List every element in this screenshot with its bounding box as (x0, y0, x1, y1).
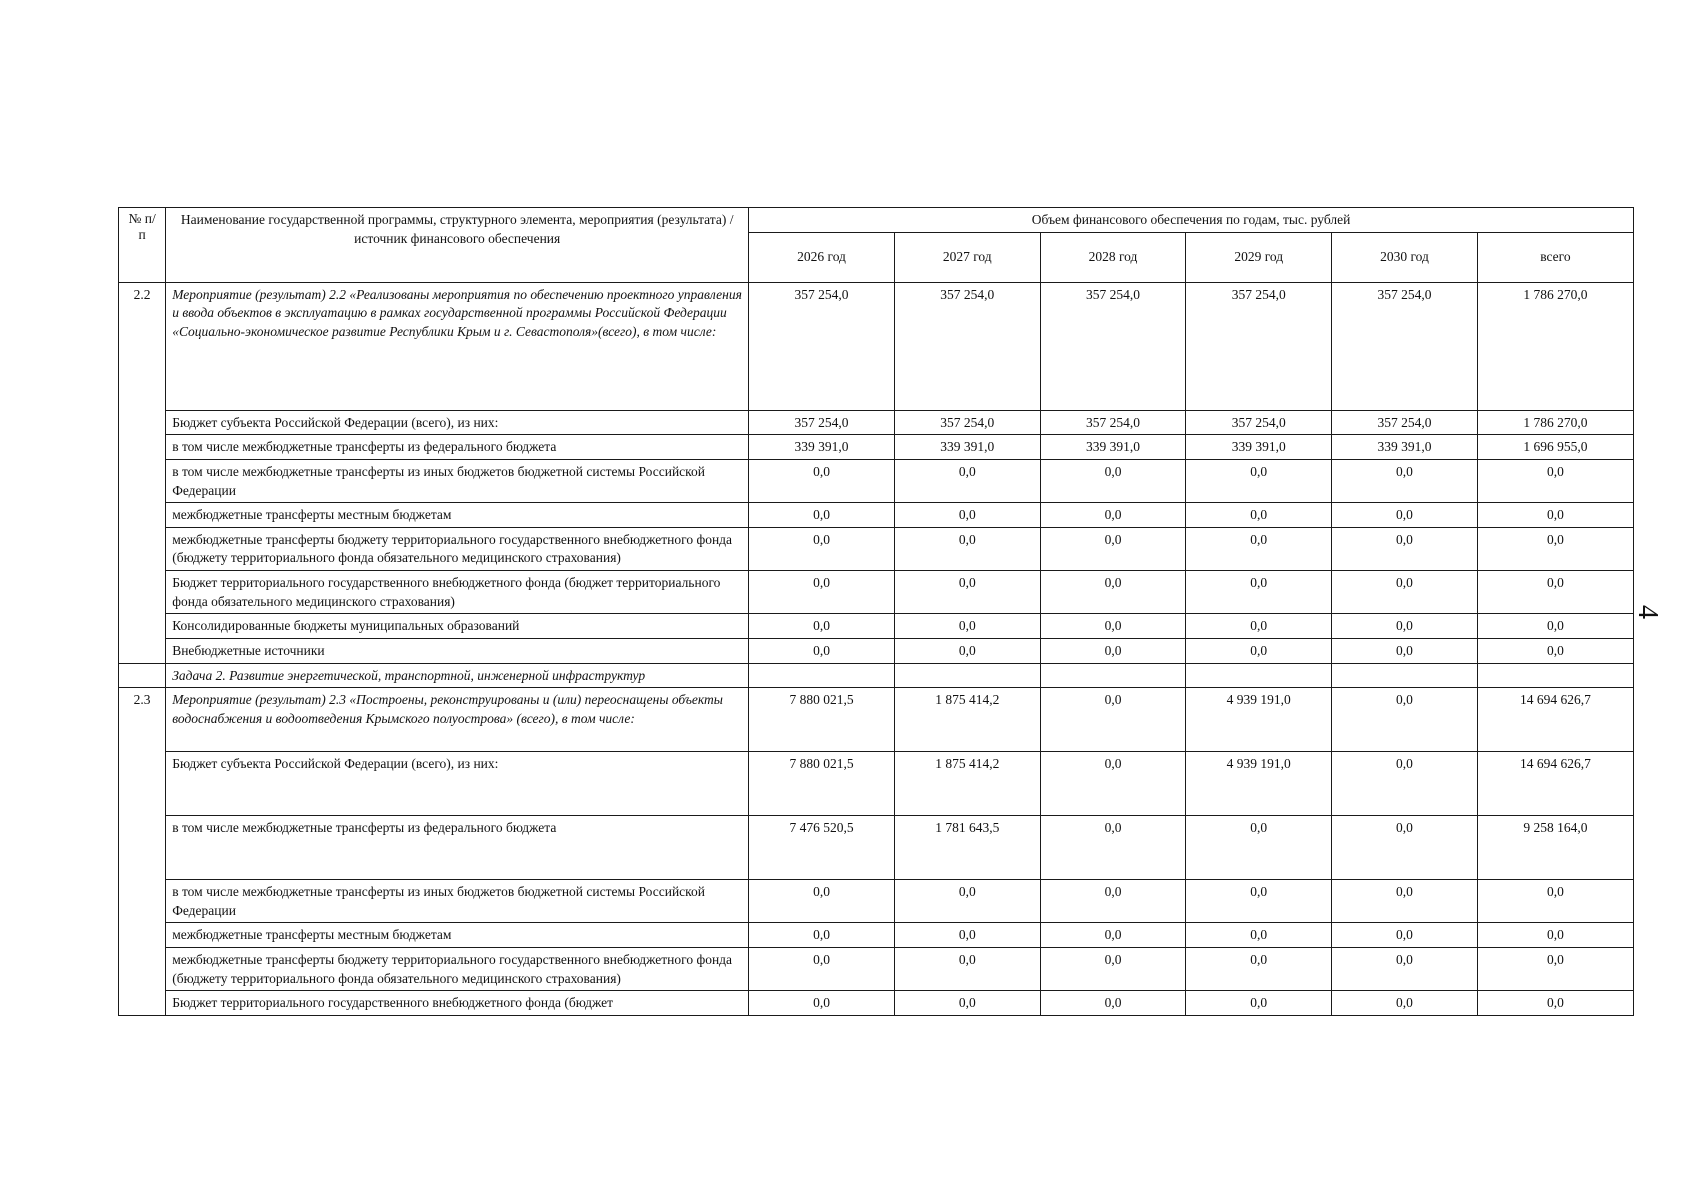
header-year-2027: 2027 год (894, 232, 1040, 282)
value-cell: 357 254,0 (749, 410, 895, 435)
value-cell: 0,0 (1186, 571, 1332, 614)
value-cell: 0,0 (1040, 688, 1186, 752)
value-cell: 0,0 (894, 527, 1040, 570)
value-cell: 0,0 (894, 948, 1040, 991)
value-cell: 0,0 (1332, 948, 1478, 991)
value-cell: 0,0 (1477, 503, 1633, 528)
row-name: Мероприятие (результат) 2.2 «Реализованы мероприятия по обеспечению проектного управления и ввода объектов в эксплуатацию в рамках государственной программы Российской Федерации «Социально-экономическое развитие Республики Крым и г. Севастополя»(всего), в том числе: (166, 282, 749, 410)
row-name: межбюджетные трансферты бюджету территориального государственного внебюджетного фонда (бюджету территориального фонда обязательного медицинского страхования) (166, 948, 749, 991)
value-cell: 0,0 (1040, 571, 1186, 614)
value-cell: 339 391,0 (1040, 435, 1186, 460)
value-cell: 0,0 (1040, 816, 1186, 880)
row-name: в том числе межбюджетные трансферты из иных бюджетов бюджетной системы Российской Федерации (166, 459, 749, 502)
value-cell: 1 875 414,2 (894, 752, 1040, 816)
row-number: 2.3 (119, 688, 166, 1016)
value-cell: 0,0 (1040, 991, 1186, 1016)
value-cell: 0,0 (749, 459, 895, 502)
value-cell: 0,0 (894, 571, 1040, 614)
value-cell: 0,0 (749, 638, 895, 663)
value-cell: 0,0 (1186, 880, 1332, 923)
value-cell: 0,0 (749, 880, 895, 923)
value-cell: 4 939 191,0 (1186, 752, 1332, 816)
value-cell: 14 694 626,7 (1477, 752, 1633, 816)
empty-cell (894, 663, 1040, 688)
value-cell: 0,0 (1186, 503, 1332, 528)
page-number: 4 (1632, 605, 1663, 619)
table-row (119, 816, 1634, 880)
value-cell: 339 391,0 (1332, 435, 1478, 460)
header-row (119, 208, 1634, 233)
value-cell: 7 476 520,5 (749, 816, 895, 880)
value-cell: 0,0 (894, 614, 1040, 639)
table-row (119, 638, 1634, 663)
value-cell: 0,0 (1186, 991, 1332, 1016)
task-row (119, 663, 1634, 688)
table-row (119, 435, 1634, 460)
value-cell: 0,0 (1332, 816, 1478, 880)
value-cell: 7 880 021,5 (749, 688, 895, 752)
value-cell: 0,0 (894, 923, 1040, 948)
value-cell: 0,0 (1186, 923, 1332, 948)
value-cell: 0,0 (1332, 614, 1478, 639)
row-name: Бюджет территориального государственного внебюджетного фонда (бюджет (166, 991, 749, 1016)
value-cell: 0,0 (1477, 571, 1633, 614)
value-cell: 0,0 (894, 459, 1040, 502)
row-name: Консолидированные бюджеты муниципальных образований (166, 614, 749, 639)
row-name: в том числе межбюджетные трансферты из иных бюджетов бюджетной системы Российской Федерации (166, 880, 749, 923)
value-cell: 0,0 (1477, 614, 1633, 639)
row-name: Мероприятие (результат) 2.3 «Построены, реконструированы и (или) переоснащены объекты водоснабжения и водоотведения Крымского полуострова» (всего), в том числе: (166, 688, 749, 752)
value-cell: 0,0 (1332, 880, 1478, 923)
row-name: межбюджетные трансферты местным бюджетам (166, 923, 749, 948)
value-cell: 0,0 (1186, 614, 1332, 639)
value-cell: 0,0 (1332, 638, 1478, 663)
value-cell: 0,0 (1040, 948, 1186, 991)
row-name: в том числе межбюджетные трансферты из федерального бюджета (166, 435, 749, 460)
value-cell: 0,0 (749, 503, 895, 528)
row-name: межбюджетные трансферты местным бюджетам (166, 503, 749, 528)
value-cell: 0,0 (1477, 638, 1633, 663)
value-cell: 0,0 (1332, 571, 1478, 614)
task-title: Задача 2. Развитие энергетической, транспортной, инженерной инфраструктур (166, 663, 749, 688)
row-name: в том числе межбюджетные трансферты из федерального бюджета (166, 816, 749, 880)
value-cell: 0,0 (749, 571, 895, 614)
row-name: Бюджет территориального государственного внебюджетного фонда (бюджет территориального фонда обязательного медицинского страхования) (166, 571, 749, 614)
value-cell: 9 258 164,0 (1477, 816, 1633, 880)
table-row (119, 527, 1634, 570)
value-cell: 357 254,0 (1040, 410, 1186, 435)
value-cell: 0,0 (749, 614, 895, 639)
row-name: Бюджет субъекта Российской Федерации (всего), из них: (166, 752, 749, 816)
value-cell: 4 939 191,0 (1186, 688, 1332, 752)
table-row (119, 991, 1634, 1016)
value-cell: 0,0 (1477, 880, 1633, 923)
value-cell: 357 254,0 (1186, 282, 1332, 410)
value-cell: 7 880 021,5 (749, 752, 895, 816)
value-cell: 0,0 (1332, 923, 1478, 948)
value-cell: 0,0 (749, 948, 895, 991)
value-cell: 0,0 (1186, 638, 1332, 663)
value-cell: 357 254,0 (1040, 282, 1186, 410)
value-cell: 0,0 (1332, 527, 1478, 570)
value-cell: 0,0 (1186, 948, 1332, 991)
value-cell: 0,0 (894, 991, 1040, 1016)
table-row (119, 410, 1634, 435)
value-cell: 0,0 (1040, 459, 1186, 502)
value-cell: 0,0 (1477, 948, 1633, 991)
table-row (119, 571, 1634, 614)
value-cell: 0,0 (1477, 991, 1633, 1016)
value-cell: 0,0 (1332, 503, 1478, 528)
value-cell: 0,0 (1040, 880, 1186, 923)
row-name: Бюджет субъекта Российской Федерации (всего), из них: (166, 410, 749, 435)
value-cell: 0,0 (749, 991, 895, 1016)
empty-cell (1186, 663, 1332, 688)
row-number: 2.2 (119, 282, 166, 663)
value-cell: 0,0 (1040, 614, 1186, 639)
value-cell: 0,0 (894, 638, 1040, 663)
table-row (119, 948, 1634, 991)
table-row (119, 752, 1634, 816)
value-cell: 0,0 (1332, 688, 1478, 752)
value-cell: 1 781 643,5 (894, 816, 1040, 880)
value-cell: 1 786 270,0 (1477, 410, 1633, 435)
value-cell: 1 875 414,2 (894, 688, 1040, 752)
value-cell: 357 254,0 (1186, 410, 1332, 435)
table-row (119, 880, 1634, 923)
value-cell: 357 254,0 (749, 282, 895, 410)
table-row (119, 282, 1634, 410)
empty-cell (1477, 663, 1633, 688)
table-row (119, 459, 1634, 502)
value-cell: 357 254,0 (1332, 282, 1478, 410)
value-cell: 1 786 270,0 (1477, 282, 1633, 410)
row-number-empty (119, 663, 166, 688)
value-cell: 0,0 (1040, 752, 1186, 816)
header-volume: Объем финансового обеспечения по годам, тыс. рублей (749, 208, 1634, 233)
value-cell: 0,0 (749, 923, 895, 948)
header-total: всего (1477, 232, 1633, 282)
value-cell: 0,0 (1040, 923, 1186, 948)
header-year-2030: 2030 год (1332, 232, 1478, 282)
row-name: Внебюджетные источники (166, 638, 749, 663)
value-cell: 0,0 (1186, 816, 1332, 880)
value-cell: 339 391,0 (894, 435, 1040, 460)
value-cell: 0,0 (1186, 527, 1332, 570)
value-cell: 339 391,0 (1186, 435, 1332, 460)
value-cell: 0,0 (1040, 503, 1186, 528)
value-cell: 0,0 (1477, 527, 1633, 570)
value-cell: 0,0 (1477, 923, 1633, 948)
header-year-2028: 2028 год (1040, 232, 1186, 282)
value-cell: 0,0 (1477, 459, 1633, 502)
value-cell: 0,0 (749, 527, 895, 570)
table-row (119, 688, 1634, 752)
value-cell: 0,0 (1332, 459, 1478, 502)
value-cell: 0,0 (1186, 459, 1332, 502)
table-row (119, 923, 1634, 948)
value-cell: 0,0 (894, 880, 1040, 923)
empty-cell (1040, 663, 1186, 688)
value-cell: 357 254,0 (894, 410, 1040, 435)
row-name: межбюджетные трансферты бюджету территориального государственного внебюджетного фонда (бюджету территориального фонда обязательного медицинского страхования) (166, 527, 749, 570)
value-cell: 1 696 955,0 (1477, 435, 1633, 460)
value-cell: 14 694 626,7 (1477, 688, 1633, 752)
value-cell: 339 391,0 (749, 435, 895, 460)
table-row (119, 614, 1634, 639)
value-cell: 0,0 (894, 503, 1040, 528)
value-cell: 357 254,0 (1332, 410, 1478, 435)
header-year-2026: 2026 год (749, 232, 895, 282)
header-year-2029: 2029 год (1186, 232, 1332, 282)
header-name: Наименование государственной программы, структурного элемента, мероприятия (результата) / источник финансового обеспечения (166, 208, 749, 283)
value-cell: 357 254,0 (894, 282, 1040, 410)
value-cell: 0,0 (1332, 752, 1478, 816)
value-cell: 0,0 (1040, 527, 1186, 570)
empty-cell (749, 663, 895, 688)
empty-cell (1332, 663, 1478, 688)
financing-table (118, 207, 1634, 1016)
header-num: № п/п (119, 208, 166, 283)
value-cell: 0,0 (1332, 991, 1478, 1016)
value-cell: 0,0 (1040, 638, 1186, 663)
table-row (119, 503, 1634, 528)
